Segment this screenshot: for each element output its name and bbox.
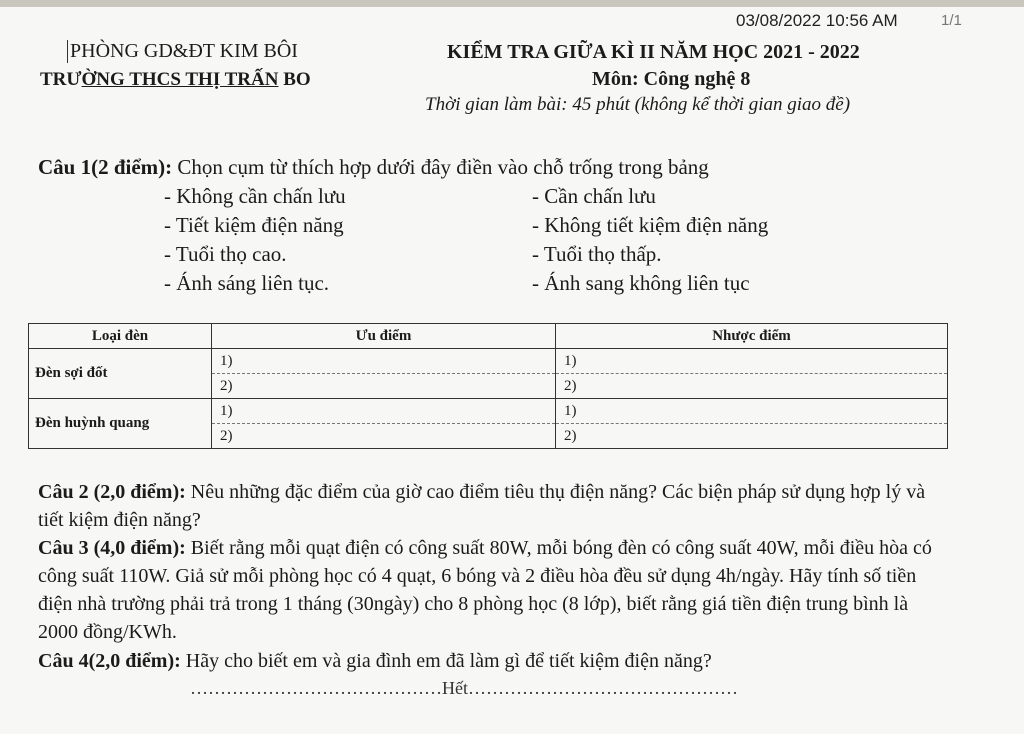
lamp-comparison-table bbox=[28, 323, 948, 449]
option-right-2: - Không tiết kiệm điện năng bbox=[532, 213, 769, 237]
question-4-text: Hãy cho biết em và gia đình em đã làm gì để tiết kiệm điện năng? bbox=[180, 650, 712, 672]
end-of-exam-marker: ……………………………………Hết……………………………………… bbox=[190, 678, 738, 698]
school-name-suffix: BO bbox=[278, 69, 311, 90]
question-4-label: Câu 4(2,0 điểm): bbox=[38, 650, 181, 672]
viewer-timestamp: 03/08/2022 10:56 AM bbox=[736, 11, 898, 30]
table-cell-advantages bbox=[212, 399, 556, 449]
answer-line[interactable]: 2) bbox=[564, 378, 577, 394]
school-name-underlined: ỜNG THCS THỊ TRẤN bbox=[81, 69, 279, 90]
answer-line[interactable]: 2) bbox=[220, 428, 233, 444]
answer-line[interactable]: 1) bbox=[556, 349, 947, 374]
option-left-3: - Tuổi thọ cao. bbox=[164, 242, 287, 266]
question-4 bbox=[38, 647, 944, 675]
answer-line[interactable]: 1) bbox=[212, 399, 555, 424]
table-row bbox=[29, 399, 948, 449]
table-row bbox=[29, 349, 948, 399]
option-left-2: - Tiết kiệm điện năng bbox=[164, 213, 344, 237]
question-3-text: Biết rằng mỗi quạt điện có công suất 80W, mỗi bóng đèn có công suất 40W, mỗi điều hòa có công suất 110W. Giả sử mỗi phòng học có 4 quạt, 6 bóng và 2 điều hòa đều sử dụng 4h/ngày. Hãy tính số tiền điện nhà trường phải trả trong 1 tháng (30ngày) cho 8 phòng học (8 lớp), biết rằng giá tiền điện trung bình là 2000 đồng/KWh. bbox=[38, 537, 932, 643]
question-2-text: Nêu những đặc điểm của giờ cao điểm tiêu thụ điện năng? Các biện pháp sử dụng hợp lý và tiết kiệm điện năng? bbox=[38, 481, 926, 531]
question-2-label: Câu 2 (2,0 điểm): bbox=[38, 481, 186, 503]
department-name: PHÒNG GD&ĐT KIM BÔI bbox=[67, 40, 298, 63]
exam-title: KIỂM TRA GIỮA KÌ II NĂM HỌC 2021 - 2022 bbox=[447, 41, 860, 63]
question-1-text: Chọn cụm từ thích hợp dưới đây điền vào chỗ trống trong bảng bbox=[172, 155, 709, 179]
exam-subject: Môn: Công nghệ 8 bbox=[592, 68, 751, 90]
school-name bbox=[40, 69, 311, 91]
question-2 bbox=[38, 478, 944, 534]
option-right-1: - Cần chấn lưu bbox=[532, 184, 656, 208]
table-header-lamp-type: Loại đèn bbox=[29, 324, 212, 349]
table-header-advantages: Ưu điểm bbox=[212, 324, 556, 349]
school-name-prefix: TRƯ bbox=[40, 69, 82, 90]
question-3-label: Câu 3 (4,0 điểm): bbox=[38, 537, 186, 559]
answer-line[interactable]: 2) bbox=[220, 378, 233, 394]
table-row-lamp-name: Đèn huỳnh quang bbox=[29, 399, 212, 449]
table-header-row bbox=[29, 324, 948, 349]
table-cell-advantages bbox=[212, 349, 556, 399]
question-1 bbox=[38, 155, 709, 180]
option-left-4: - Ánh sáng liên tục. bbox=[164, 271, 330, 295]
table-cell-disadvantages bbox=[556, 349, 948, 399]
option-right-4: - Ánh sang không liên tục bbox=[532, 271, 750, 295]
exam-time: Thời gian làm bài: 45 phút (không kể thời gian giao đề) bbox=[425, 94, 851, 115]
answer-line[interactable]: 2) bbox=[564, 428, 577, 444]
option-left-1: - Không cần chấn lưu bbox=[164, 184, 346, 208]
table-row-lamp-name: Đèn sợi đốt bbox=[29, 349, 212, 399]
answer-line[interactable]: 1) bbox=[556, 399, 947, 424]
answer-line[interactable]: 1) bbox=[212, 349, 555, 374]
table-header-disadvantages: Nhược điểm bbox=[556, 324, 948, 349]
viewer-top-band bbox=[0, 0, 1024, 7]
question-3 bbox=[38, 534, 944, 646]
option-right-3: - Tuổi thọ thấp. bbox=[532, 242, 662, 266]
viewer-page-count: 1/1 bbox=[941, 12, 962, 29]
question-1-label: Câu 1(2 điểm): bbox=[38, 155, 173, 179]
table-cell-disadvantages bbox=[556, 399, 948, 449]
